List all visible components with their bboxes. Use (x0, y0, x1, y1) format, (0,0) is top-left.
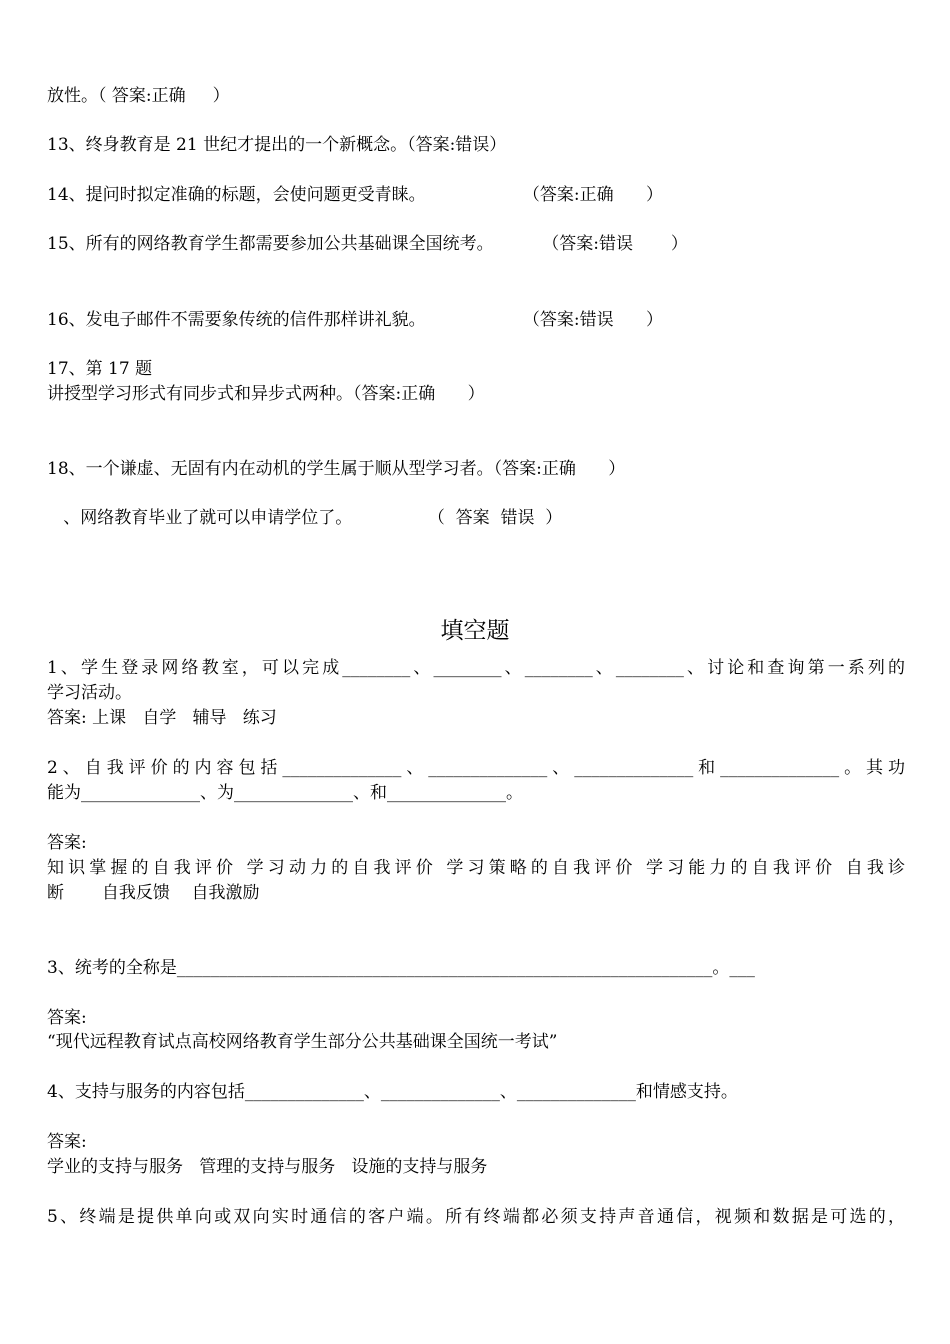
tf-q12-tail: 放性。（ 答案:正确 ） (47, 86, 230, 106)
tf-q17-body: 讲授型学习形式有同步式和异步式两种。（答案:正确 ） (47, 384, 485, 404)
fill-q1-answer: 答案: 上课 自学 辅导 练习 (47, 708, 277, 728)
fill-q2-answer-line1: 知识掌握的自我评价 学习动力的自我评价 学习策略的自我评价 学习能力的自我评价 自我诊 (47, 858, 905, 878)
tf-q14: 14、提问时拟定准确的标题，会使问题更受青睐。 （答案:正确 ） (47, 185, 664, 205)
tf-q19: 、网络教育毕业了就可以申请学位了。 （ 答案 错误 ） (47, 508, 563, 528)
fill-q4-line: 4、支持与服务的内容包括______________、______________、______________和情感支持。 (47, 1082, 738, 1102)
fill-q3-line: 3、统考的全称是_______________________________________________________________。___ (47, 958, 755, 978)
tf-q16: 16、发电子邮件不需要象传统的信件那样讲礼貌。 （答案:错误 ） (47, 310, 664, 330)
fill-q5-line: 5、终端是提供单向或双向实时通信的客户端。所有终端都必须支持声音通信，视频和数据是可选的， (47, 1207, 905, 1227)
fill-q2-line1: 2、自我评价的内容包括______________、______________、______________和______________。其功 (47, 758, 905, 778)
fill-q2-answer-line2: 断 自我反馈 自我激励 (47, 883, 260, 903)
fill-q1-line2: 学习活动。 (47, 683, 132, 703)
fill-q4-answer-label: 答案: (47, 1132, 87, 1152)
fill-q2-answer-label: 答案: (47, 833, 87, 853)
tf-q17-head: 17、第 17 题 (47, 359, 153, 379)
fill-q1-line1: 1、学生登录网络教室，可以完成________、________、________、________、讨论和查询第一系列的 (47, 658, 905, 678)
section-title: 填空题 (440, 618, 510, 644)
fill-q3-answer-label: 答案: (47, 1008, 87, 1028)
tf-q15: 15、所有的网络教育学生都需要参加公共基础课全国统考。 （答案:错误 ） (47, 234, 688, 254)
fill-q2-line2: 能为______________、为______________、和______________。 (47, 783, 523, 803)
fill-q4-answer: 学业的支持与服务 管理的支持与服务 设施的支持与服务 (47, 1157, 488, 1177)
tf-q13: 13、终身教育是 21 世纪才提出的一个新概念。（答案:错误） (47, 135, 507, 155)
tf-q18: 18、一个谦虚、无固有内在动机的学生属于顺从型学习者。（答案:正确 ） (47, 459, 626, 479)
fill-q3-answer: “现代远程教育试点高校网络教育学生部分公共基础课全国统一考试” (47, 1032, 558, 1052)
